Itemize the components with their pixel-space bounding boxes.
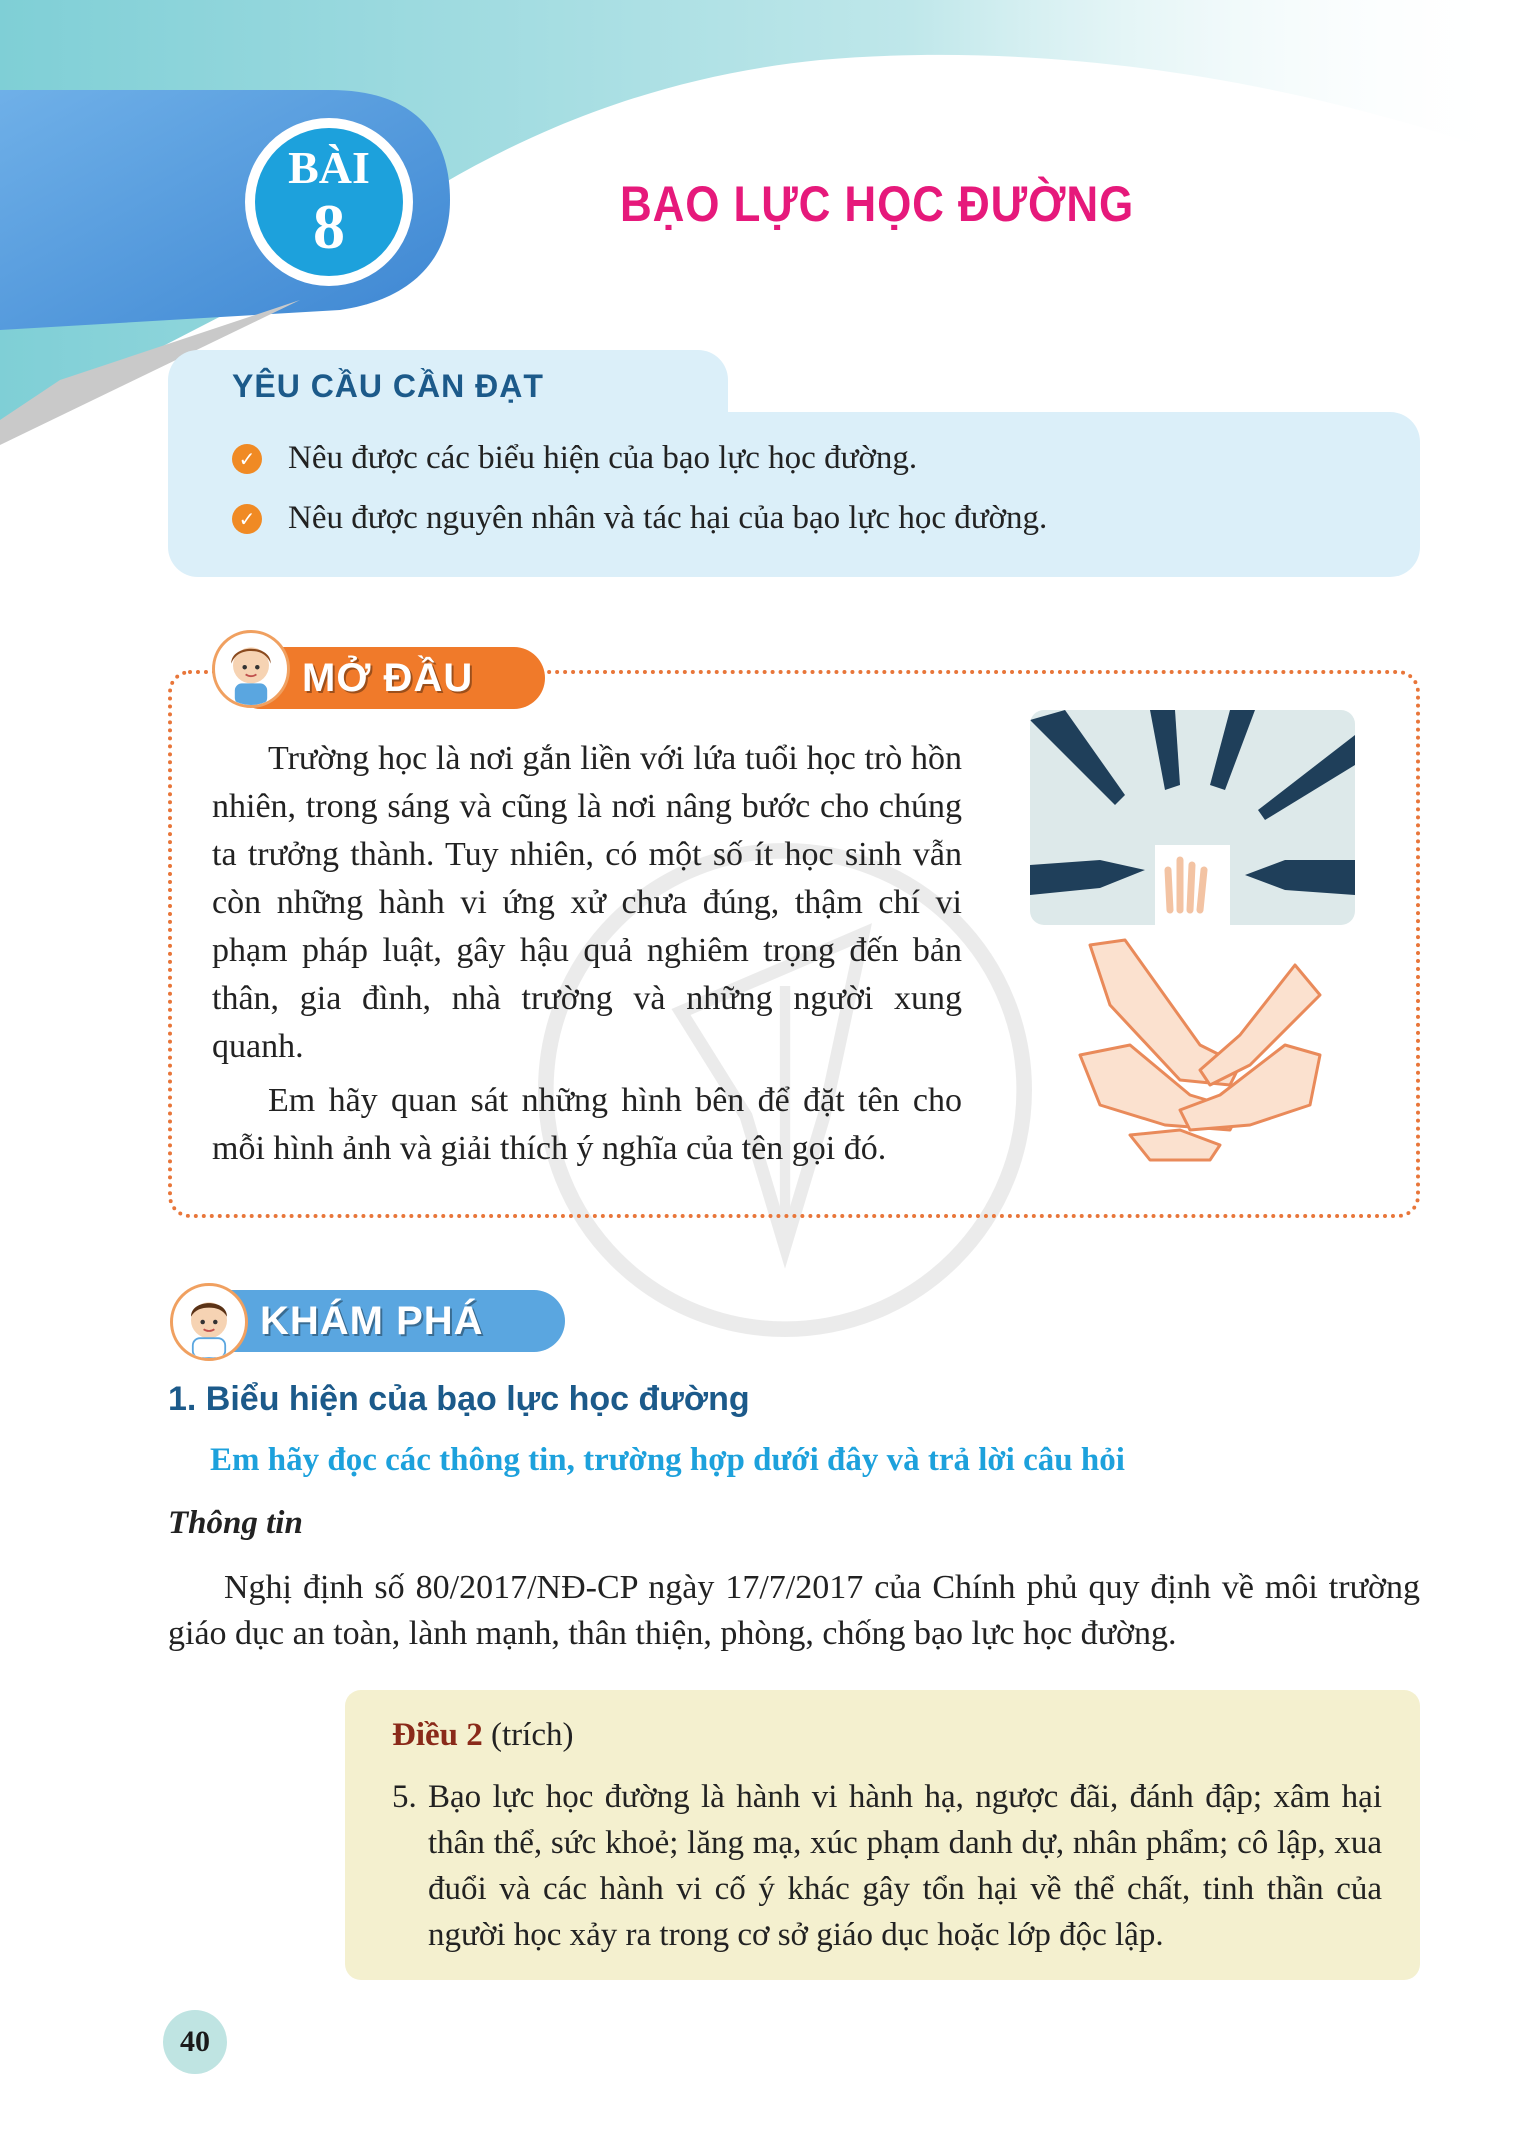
lesson-word: BÀI <box>288 142 370 193</box>
law-title <box>392 1717 573 1754</box>
lesson-badge-circle <box>255 128 403 276</box>
law-article: Điều 2 <box>392 1717 483 1753</box>
intro-text <box>212 735 962 1173</box>
intro-label-text: MỞ ĐẦU <box>302 655 474 700</box>
page-number <box>163 2010 227 2074</box>
section-instruction: Em hãy đọc các thông tin, trường hợp dưới đây và trả lời câu hỏi <box>210 1442 1125 1478</box>
lesson-title: BẠO LỰC HỌC ĐƯỜNG <box>620 176 1135 232</box>
objectives-box <box>168 412 1420 577</box>
objective-item <box>232 440 917 477</box>
intro-paragraph: Trường học là nơi gắn liền với lứa tuổi học trò hồn nhiên, trong sáng và cũng là nơi nâng bước cho chúng ta trưởng thành. Tuy nhiên, có một số ít học sinh vẫn còn những hành vi ứng xử chưa đúng, thậm chí vi phạm pháp luật, gây hậu quả nghiêm trọng đến bản thân, gia đình, nhà trường và những người xung quanh. <box>212 740 962 1065</box>
law-clause <box>392 1774 1382 1958</box>
objective-item <box>232 500 1047 537</box>
lesson-badge <box>245 118 413 286</box>
student-boy-icon <box>170 1283 248 1361</box>
explore-label-text: KHÁM PHÁ <box>260 1298 484 1343</box>
objective-text: Nêu được các biểu hiện của bạo lực học đường. <box>288 440 918 476</box>
check-icon: ✓ <box>232 444 262 474</box>
page-number-text: 40 <box>180 2025 210 2058</box>
lesson-number: 8 <box>313 191 345 262</box>
section-heading: 1. Biểu hiện của bạo lực học đường <box>168 1380 750 1418</box>
objective-text: Nêu được nguyên nhân và tác hại của bạo lực học đường. <box>288 500 1048 536</box>
info-text: Nghị định số 80/2017/NĐ-CP ngày 17/7/2017 của Chính phủ quy định về môi trường giáo dục an toàn, lành mạnh, thân thiện, phòng, chống bạo lực học đường. <box>168 1569 1420 1652</box>
intro-paragraph: Em hãy quan sát những hình bên để đặt tên cho mỗi hình ảnh và giải thích ý nghĩa của tên gọi đó. <box>212 1082 962 1167</box>
law-clause-number: 5. <box>392 1779 417 1815</box>
law-note: (trích) <box>482 1717 574 1753</box>
stacked-hands-illustration <box>1070 935 1330 1195</box>
pointing-fingers-illustration <box>1030 710 1355 925</box>
info-label: Thông tin <box>168 1505 303 1541</box>
check-icon: ✓ <box>232 504 262 534</box>
student-girl-icon <box>212 630 290 708</box>
objectives-title: YÊU CẦU CẦN ĐẠT <box>232 368 544 404</box>
law-clause-text: Bạo lực học đường là hành vi hành hạ, ngược đãi, đánh đập; xâm hại thân thể, sức khoẻ; lăng mạ, xúc phạm danh dự, nhân phẩm; cô lập, xua đuổi và các hành vi cố ý khác gây tổn hại về thể chất, tinh thần của người học xảy ra trong cơ sở giáo dục hoặc lớp độc lập. <box>428 1779 1382 1953</box>
